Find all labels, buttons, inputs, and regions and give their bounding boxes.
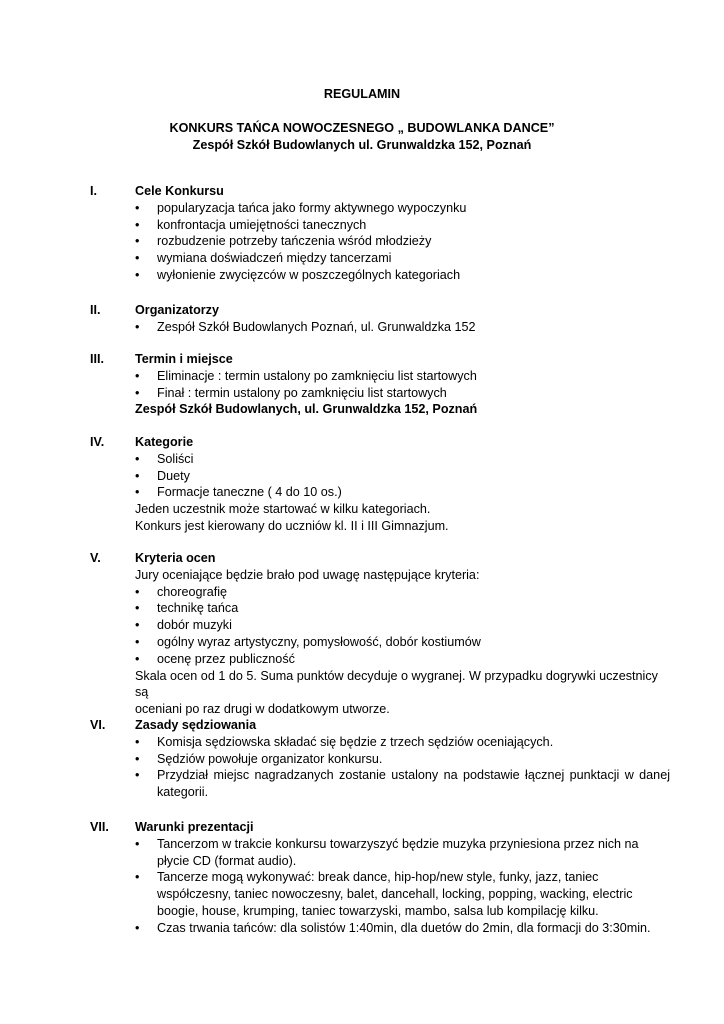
section-title: Termin i miejsce bbox=[135, 352, 233, 366]
list-item: • wyłonienie zwycięzców w poszczególnych kategoriach bbox=[135, 267, 670, 284]
section-title: Organizatorzy bbox=[135, 303, 219, 317]
list-item: • Tancerze mogą wykonywać: break dance, hip-hop/new style, funky, jazz, taniec współczesny, taniec nowoczesny, balet, dancehall, locking, popping, wacking, electric boogie, house, krumping, taniec towarzyski, mambo, salsa lub kompilację kilku. bbox=[135, 869, 670, 919]
bullet-list bbox=[135, 368, 670, 402]
list-item: • ocenę przez publiczność bbox=[135, 651, 670, 668]
list-item: • konfrontacja umiejętności tanecznych bbox=[135, 217, 670, 234]
section-organizers bbox=[90, 302, 670, 336]
section-number: III. bbox=[90, 352, 104, 366]
section-number: VI. bbox=[90, 718, 106, 732]
list-item: • Sędziów powołuje organizator konkursu. bbox=[135, 751, 670, 768]
list-item: • choreografię bbox=[135, 584, 670, 601]
paragraph: Jeden uczestnik może startować w kilku kategoriach. bbox=[135, 502, 431, 517]
section-number: I. bbox=[90, 184, 97, 198]
list-item: • wymiana doświadczeń między tancerzami bbox=[135, 250, 670, 267]
venue-address: Zespół Szkół Budowlanych, ul. Grunwaldzka 152, Poznań bbox=[135, 402, 478, 417]
section-title: Zasady sędziowania bbox=[135, 718, 257, 732]
section-judging bbox=[90, 717, 670, 801]
section-presentation-rules bbox=[90, 819, 670, 937]
paragraph: Konkurs jest kierowany do uczniów kl. II i III Gimnazjum. bbox=[135, 518, 449, 533]
section-number: II. bbox=[90, 303, 101, 317]
bullet-list bbox=[135, 584, 670, 668]
list-item: • Formacje taneczne ( 4 do 10 os.) bbox=[135, 484, 670, 501]
section-title: Kategorie bbox=[135, 435, 194, 449]
section-title: Cele Konkursu bbox=[135, 184, 224, 198]
list-item: • Finał : termin ustalony po zamknięciu list startowych bbox=[135, 385, 670, 402]
paragraph: Skala ocen od 1 do 5. Suma punktów decyduje o wygranej. W przypadku dogrywki uczestnicy są bbox=[135, 668, 658, 700]
list-item: • Duety bbox=[135, 468, 670, 485]
section-number: V. bbox=[90, 551, 101, 565]
bullet-list bbox=[135, 734, 670, 801]
list-item: • Czas trwania tańców: dla solistów 1:40min, dla duetów do 2min, dla formacji do 3:30min. bbox=[135, 920, 670, 937]
list-item: • Przydział miejsc nagradzanych zostanie ustalony na podstawie łącznej punktacji w danej kategorii. bbox=[135, 767, 670, 801]
list-item: • rozbudzenie potrzeby tańczenia wśród młodzieży bbox=[135, 233, 670, 250]
paragraph: Jury oceniające będzie brało pod uwagę następujące kryteria: bbox=[135, 567, 480, 582]
list-item: • Eliminacje : termin ustalony po zamknięciu list startowych bbox=[135, 368, 670, 385]
section-title: Kryteria ocen bbox=[135, 551, 216, 565]
contest-name: KONKURS TAŃCA NOWOCZESNEGO „ BUDOWLANKA DANCE” bbox=[169, 121, 555, 135]
list-item: • Komisja sędziowska składać się będzie z trzech sędziów oceniających. bbox=[135, 734, 670, 751]
contest-venue: Zespół Szkół Budowlanych ul. Grunwaldzka 152, Poznań bbox=[192, 138, 532, 152]
section-number: IV. bbox=[90, 435, 105, 449]
section-categories bbox=[90, 434, 670, 535]
list-item: • dobór muzyki bbox=[135, 617, 670, 634]
document-title: REGULAMIN bbox=[323, 87, 401, 101]
bullet-list bbox=[135, 836, 670, 937]
list-item: • ogólny wyraz artystyczny, pomysłowość, dobór kostiumów bbox=[135, 634, 670, 651]
list-item: • Soliści bbox=[135, 451, 670, 468]
section-criteria bbox=[90, 550, 670, 718]
bullet-list bbox=[135, 200, 670, 284]
paragraph: oceniani po raz drugi w dodatkowym utworze. bbox=[135, 702, 390, 717]
section-number: VII. bbox=[90, 820, 109, 834]
list-item: • Tancerzom w trakcie konkursu towarzyszyć będzie muzyka przyniesiona przez nich na płycie CD (format audio). bbox=[135, 836, 670, 870]
bullet-list bbox=[135, 451, 670, 501]
list-item: • technikę tańca bbox=[135, 600, 670, 617]
list-item: • Zespół Szkół Budowlanych Poznań, ul. Grunwaldzka 152 bbox=[135, 319, 670, 336]
list-item: • popularyzacja tańca jako formy aktywnego wypoczynku bbox=[135, 200, 670, 217]
section-title: Warunki prezentacji bbox=[135, 820, 254, 834]
bullet-list bbox=[135, 319, 670, 336]
section-date-place bbox=[90, 351, 670, 418]
section-goals bbox=[90, 183, 670, 284]
